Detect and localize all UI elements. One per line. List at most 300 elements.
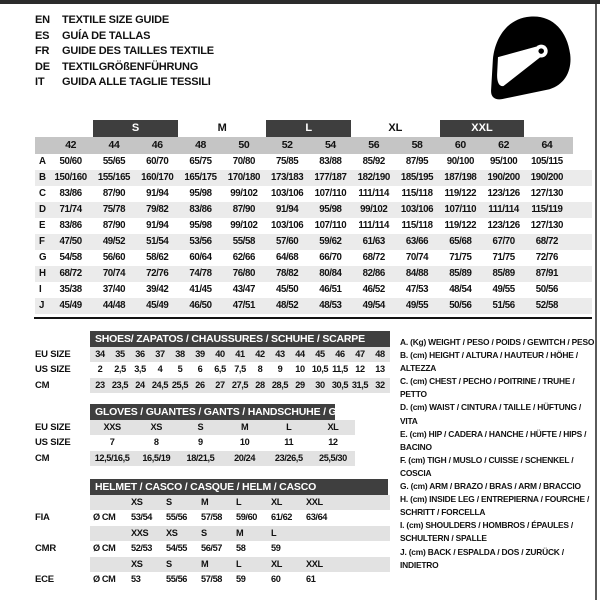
- row-label: B: [39, 172, 46, 183]
- value-cell: 76/80: [232, 268, 255, 279]
- value-cell: 59: [236, 573, 246, 584]
- value-cell: 46/52: [362, 284, 385, 295]
- value-cell: 8: [153, 437, 159, 448]
- unit-spacer: [90, 557, 128, 572]
- language-code: FR: [35, 45, 50, 58]
- value-cell: 127/130: [530, 220, 564, 231]
- legend-item: C. (cm) CHEST / PECHO / POITRINE / TRUHE / PETTO: [400, 376, 575, 400]
- value-cell: XXS: [103, 422, 121, 432]
- value-cell: 64/68: [276, 252, 299, 263]
- value-cell: 45/50: [276, 284, 299, 295]
- value-cell: 25,5/30: [318, 452, 347, 463]
- value-cell: 9: [277, 364, 283, 375]
- legend-item: A. (Kg) WEIGHT / PESO / POIDS / GEWITCH / PESO: [400, 337, 595, 347]
- value-cell: 2,5: [114, 364, 126, 375]
- table-row: [35, 298, 592, 314]
- value-cell: 3,5: [134, 364, 146, 375]
- value-cell: 95/100: [490, 156, 518, 167]
- value-cell: 95/98: [189, 220, 212, 231]
- unit-label: Ø CM: [93, 512, 116, 523]
- value-cell: 24: [135, 379, 145, 390]
- language-title-block: [35, 13, 214, 91]
- value-cell: 48: [375, 349, 385, 359]
- row-values: [90, 420, 355, 435]
- value-cell: 6: [197, 364, 203, 375]
- value-cell: 91/94: [146, 220, 169, 231]
- row-label: I: [39, 284, 42, 295]
- value-cell: 63/66: [405, 236, 429, 247]
- value-cell: 49/54: [362, 300, 385, 311]
- value-cell: 66/70: [319, 252, 342, 263]
- value-cell: 107/110: [314, 188, 347, 199]
- value-cell: 18/21,5: [186, 452, 215, 463]
- value-cell: 28: [255, 379, 265, 390]
- value-cell: 24,5: [151, 379, 169, 390]
- value-cell: 85/92: [362, 156, 385, 167]
- value-cell: 95/98: [319, 204, 342, 215]
- value-cell: 32: [375, 379, 385, 390]
- value-cell: 59: [271, 543, 281, 554]
- value-cell: 37/40: [102, 284, 126, 295]
- value-cell: 65/68: [449, 236, 472, 247]
- value-cell: 9: [198, 437, 203, 448]
- value-cell: 20/24: [234, 452, 256, 463]
- size-labels: [90, 495, 390, 510]
- value-cell: 11: [284, 437, 294, 448]
- value-cell: 26: [195, 379, 205, 390]
- value-cell: XS: [150, 422, 162, 432]
- value-cell: 42: [255, 349, 265, 359]
- value-cell: 54/58: [59, 252, 82, 263]
- value-cell: 99/102: [230, 188, 258, 199]
- table-row: [35, 234, 592, 250]
- legend-item: H. (cm) INSIDE LEG / ENTREPIERNA / FOURCHE / SCHRITT / FORCELLA: [400, 494, 590, 518]
- value-cell: 105/115: [531, 156, 563, 167]
- value-cell: 177/187: [314, 172, 347, 183]
- value-cell: 87/90: [102, 188, 126, 199]
- legend-item: G. (cm) ARM / BRAZO / BRAS / ARM / BRACCIO: [400, 481, 581, 492]
- size-label: 54: [324, 139, 336, 151]
- value-cell: 30,5: [331, 379, 349, 390]
- language-code: ES: [35, 29, 50, 42]
- row-header: CM: [35, 379, 50, 391]
- value-cell: 59/62: [319, 236, 342, 247]
- value-cell: 31,5: [351, 379, 369, 390]
- value-cell: 111/114: [488, 204, 519, 215]
- value-cell: 59/60: [236, 512, 257, 523]
- group-spacer: [35, 120, 92, 137]
- row-label: J: [39, 300, 44, 311]
- size-label: 50: [238, 139, 250, 151]
- value-cell: 54/55: [166, 543, 187, 554]
- value-cell: 44/48: [102, 300, 126, 311]
- value-cell: 187/198: [444, 172, 477, 183]
- size-label: 44: [108, 139, 120, 151]
- legend-item: B. (cm) HEIGHT / ALTURA / HAUTEUR / HÖHE / ALTEZZA: [400, 350, 578, 374]
- size-label: 52: [281, 139, 293, 151]
- table-row: [35, 250, 592, 266]
- size-labels: [90, 526, 390, 541]
- value-cell: 61/63: [362, 236, 385, 247]
- textile-size-table: [35, 120, 592, 314]
- value-cell: 56/57: [201, 543, 222, 554]
- value-cell: 50/56: [449, 300, 472, 311]
- value-cell: 182/190: [357, 172, 390, 183]
- value-cell: 5: [177, 364, 183, 375]
- row-header: [35, 526, 90, 541]
- value-cell: 111/114: [358, 220, 390, 231]
- guide-title: TEXTILE SIZE GUIDE: [62, 14, 170, 26]
- row-header: [35, 557, 90, 572]
- value-cell: 72/76: [146, 268, 169, 279]
- size-label: M: [201, 497, 209, 507]
- size-label: XS: [131, 497, 143, 507]
- value-cell: 49/52: [102, 236, 126, 247]
- textile-table-body: [35, 154, 592, 314]
- unit-spacer: [90, 526, 128, 541]
- textile-size-row: [35, 137, 592, 154]
- row-label: G: [39, 252, 47, 263]
- value-cell: 123/126: [487, 220, 520, 231]
- size-group-row: [35, 120, 592, 137]
- value-cell: 37: [155, 349, 165, 359]
- shoes-title-bar: SHOES/ ZAPATOS / CHAUSSURES / SCHUHE / SCARPE: [90, 331, 390, 347]
- value-cell: 70/74: [102, 268, 126, 279]
- guide-title: TEXTILGRÖßENFÜHRUNG: [62, 60, 199, 73]
- table-row: [35, 218, 592, 234]
- value-cell: 83/88: [319, 156, 342, 167]
- value-cell: 25,5: [171, 379, 189, 390]
- value-cell: 68/72: [535, 236, 559, 247]
- language-row: [35, 13, 214, 29]
- value-cell: 119/122: [444, 188, 477, 199]
- size-label: 46: [151, 139, 163, 151]
- value-cell: 95/98: [189, 188, 212, 199]
- value-cell: 107/110: [444, 204, 477, 215]
- group-l: L: [266, 120, 351, 137]
- value-cell: 56/60: [102, 252, 126, 263]
- value-cell: XL: [327, 422, 339, 432]
- size-label: [303, 526, 338, 541]
- value-cell: 48/53: [319, 300, 342, 311]
- value-cell: 61: [306, 573, 316, 584]
- value-cell: 91/94: [146, 188, 169, 199]
- legend-item: F. (cm) TIGH / MUSLO / CUISSE / SCHENKEL / COSCIA: [400, 454, 574, 478]
- racing-helmet-icon: [479, 12, 574, 109]
- value-cell: 160/170: [141, 172, 174, 183]
- value-cell: 35/38: [59, 284, 82, 295]
- guide-title: GUÍA DE TALLAS: [62, 29, 151, 42]
- value-cell: 53/56: [189, 236, 212, 247]
- legend-item: E. (cm) HIP / CADERA / HANCHE / HÜFTE / HIPS / BACINO: [400, 428, 587, 452]
- value-cell: 53/54: [131, 512, 152, 523]
- value-cell: 82/86: [362, 268, 385, 279]
- row-values: [90, 451, 355, 466]
- value-cell: 12,5/16,5: [94, 452, 130, 463]
- language-row: [35, 44, 214, 60]
- value-cell: 70/74: [405, 252, 429, 263]
- value-cell: 36: [135, 349, 145, 359]
- value-cell: 28,5: [271, 379, 289, 390]
- value-cell: 83/86: [59, 188, 82, 199]
- unit-label: Ø CM: [93, 543, 116, 554]
- section-divider: [34, 317, 592, 319]
- size-label: XS: [166, 527, 178, 538]
- value-cell: 46: [335, 349, 345, 359]
- table-row: [35, 170, 592, 186]
- value-cell: 45/49: [146, 300, 169, 311]
- value-cell: 40: [215, 349, 225, 359]
- value-cell: 10: [295, 364, 305, 375]
- value-cell: 44: [295, 349, 305, 359]
- value-cell: 23,5: [111, 379, 129, 390]
- value-cell: 13: [375, 364, 385, 375]
- value-cell: 111/114: [358, 188, 390, 199]
- language-code: DE: [35, 60, 50, 73]
- value-cell: 57/58: [201, 573, 222, 584]
- legend-item: J. (cm) BACK / ESPALDA / DOS / ZURÜCK / INDIETRO: [400, 546, 564, 570]
- value-cell: 87/95: [405, 156, 429, 167]
- value-cell: 68/72: [362, 252, 385, 263]
- row-label: F: [39, 236, 45, 247]
- row-header: EU SIZE: [35, 422, 71, 433]
- value-cell: 51/56: [492, 300, 515, 311]
- value-cell: M: [240, 422, 249, 432]
- value-cell: 52/58: [535, 300, 559, 311]
- value-cell: 115/118: [401, 188, 433, 199]
- value-cell: 50/56: [535, 284, 559, 295]
- size-labels: [90, 557, 390, 572]
- value-cell: 70/80: [232, 156, 255, 167]
- value-cell: 11,5: [332, 364, 348, 375]
- value-cell: 49/55: [405, 300, 429, 311]
- value-cell: 55/56: [166, 573, 187, 584]
- value-cell: 80/84: [319, 268, 342, 279]
- value-cell: 39: [195, 349, 205, 359]
- size-label: 58: [411, 139, 423, 151]
- value-cell: 48/52: [276, 300, 299, 311]
- value-cell: 45: [315, 349, 325, 359]
- size-label: XL: [271, 558, 282, 569]
- value-cell: 150/160: [54, 172, 87, 183]
- value-cell: 68/72: [59, 268, 82, 279]
- value-cell: 85/89: [449, 268, 472, 279]
- row-label: A: [39, 156, 46, 167]
- size-label: XXL: [306, 558, 323, 569]
- value-cell: S: [197, 422, 204, 432]
- value-cell: 119/122: [444, 220, 477, 231]
- group-m: M: [217, 122, 227, 134]
- value-cell: 79/82: [146, 204, 169, 215]
- value-cell: 47/53: [405, 284, 429, 295]
- value-cell: 71/75: [449, 252, 472, 263]
- value-cell: 53: [131, 573, 141, 584]
- row-values: [90, 435, 355, 450]
- value-cell: 7,5: [234, 364, 246, 375]
- row-header: CMR: [35, 543, 57, 555]
- value-cell: 103/106: [400, 204, 434, 215]
- value-cell: 87/91: [535, 268, 559, 279]
- table-row: [35, 266, 592, 282]
- row-header: EU SIZE: [35, 349, 71, 360]
- group-xxl: XXL: [440, 120, 525, 137]
- value-cell: 23: [95, 379, 105, 390]
- size-label: S: [166, 497, 172, 507]
- value-cell: 115/119: [531, 204, 563, 215]
- row-header: [35, 495, 90, 510]
- legend-item: D. (cm) WAIST / CINTURA / TAILLE / HÜFTUNG / VITA: [400, 402, 582, 426]
- value-cell: 61/62: [271, 512, 292, 523]
- table-row: [35, 186, 592, 202]
- value-cell: 99/102: [230, 220, 258, 231]
- value-cell: 71/75: [492, 252, 515, 263]
- unit-spacer: [90, 495, 128, 510]
- group-xl: XL: [388, 122, 403, 134]
- value-cell: 74/78: [189, 268, 212, 279]
- legend-item: I. (cm) SHOULDERS / HOMBROS / ÉPAULES / SCHULTERN / SPALLE: [400, 520, 574, 544]
- value-cell: 71/74: [59, 204, 82, 215]
- value-cell: 50/60: [59, 156, 82, 167]
- value-cell: 87/90: [102, 220, 126, 231]
- corner-cell: [35, 137, 49, 154]
- value-cell: 58/62: [146, 252, 169, 263]
- value-cell: 123/126: [487, 188, 520, 199]
- value-cell: 155/165: [97, 172, 131, 183]
- size-label: XXS: [131, 527, 149, 538]
- language-row: [35, 60, 214, 76]
- value-cell: 43/47: [232, 284, 255, 295]
- row-values: [90, 541, 390, 556]
- value-cell: 75/78: [102, 204, 126, 215]
- size-label: S: [166, 558, 172, 569]
- value-cell: L: [286, 422, 292, 432]
- gloves-title-bar: GLOVES / GUANTES / GANTS / HANDSCHUHE / GUANTI: [90, 404, 335, 420]
- value-cell: 67/70: [492, 236, 515, 247]
- row-values: [90, 572, 390, 587]
- language-row: [35, 75, 214, 91]
- value-cell: 2: [97, 364, 103, 375]
- size-label: S: [201, 527, 207, 538]
- value-cell: 103/106: [271, 188, 304, 199]
- row-values: [90, 510, 390, 525]
- table-row: [35, 202, 592, 218]
- top-border-bar: [0, 0, 600, 4]
- value-cell: 35: [115, 349, 125, 359]
- value-cell: 55/65: [102, 156, 126, 167]
- size-label: 48: [195, 139, 206, 151]
- row-values: [90, 347, 390, 362]
- value-cell: 115/118: [401, 220, 433, 231]
- value-cell: 84/88: [405, 268, 429, 279]
- value-cell: 34: [95, 349, 105, 359]
- size-label: L: [236, 497, 242, 507]
- value-cell: 165/175: [184, 172, 217, 183]
- value-cell: 107/110: [314, 220, 347, 231]
- value-cell: 48/54: [449, 284, 472, 295]
- value-cell: 62/66: [232, 252, 255, 263]
- size-label: 60: [454, 139, 466, 151]
- guide-title: GUIDE DES TAILLES TEXTILE: [62, 45, 214, 58]
- row-values: [90, 378, 390, 393]
- value-cell: 55/58: [232, 236, 255, 247]
- value-cell: 6,5: [214, 364, 226, 375]
- value-cell: 185/195: [400, 172, 434, 183]
- value-cell: 173/183: [271, 172, 304, 183]
- size-label: 42: [65, 139, 77, 151]
- value-cell: 30: [315, 379, 325, 390]
- language-row: [35, 29, 214, 45]
- size-label: M: [201, 558, 209, 569]
- value-cell: 45/49: [59, 300, 82, 311]
- size-label: L: [236, 558, 242, 569]
- value-cell: 39/42: [146, 284, 169, 295]
- value-cell: 12: [328, 437, 338, 448]
- value-cell: 8: [257, 364, 263, 375]
- value-cell: 10: [239, 437, 250, 448]
- language-code: EN: [35, 14, 50, 26]
- row-label: H: [39, 268, 46, 279]
- size-label: 64: [541, 139, 553, 151]
- value-cell: 57/60: [276, 236, 299, 247]
- value-cell: 47/51: [232, 300, 255, 311]
- size-label: M: [236, 527, 244, 538]
- value-cell: 49/55: [492, 284, 515, 295]
- value-cell: 27: [215, 379, 225, 390]
- size-label: L: [271, 527, 277, 538]
- group-s: S: [93, 120, 178, 137]
- value-cell: 16,5/19: [142, 452, 171, 463]
- row-header: FIA: [35, 512, 50, 524]
- value-cell: 29: [295, 379, 305, 390]
- row-values: [90, 362, 390, 377]
- row-label: D: [39, 204, 46, 215]
- value-cell: 103/106: [271, 220, 304, 231]
- value-cell: 23/26,5: [274, 452, 303, 463]
- value-cell: 27,5: [231, 379, 249, 390]
- row-header: US SIZE: [35, 364, 71, 376]
- value-cell: 46/51: [319, 284, 342, 295]
- value-cell: 41: [235, 349, 245, 359]
- value-cell: 83/86: [59, 220, 82, 231]
- value-cell: 52/53: [131, 543, 152, 554]
- value-cell: 55/56: [166, 512, 187, 523]
- size-label: XL: [271, 497, 282, 507]
- size-label: XXL: [306, 497, 323, 507]
- row-header: ECE: [35, 573, 54, 585]
- row-header: US SIZE: [35, 437, 71, 449]
- size-label: 62: [498, 139, 510, 151]
- value-cell: 190/200: [487, 172, 520, 183]
- value-cell: 46/50: [189, 300, 212, 311]
- table-row: [35, 282, 592, 298]
- size-label: XS: [131, 558, 143, 569]
- value-cell: 85/89: [492, 268, 515, 279]
- value-cell: 47/50: [59, 236, 82, 247]
- row-header: CM: [35, 452, 50, 464]
- value-cell: 41/45: [189, 284, 212, 295]
- value-cell: 170/180: [227, 172, 260, 183]
- value-cell: 38: [175, 349, 185, 359]
- value-cell: 190/200: [530, 172, 564, 183]
- value-cell: 57/58: [201, 512, 222, 523]
- row-label: E: [39, 220, 46, 231]
- value-cell: 7: [109, 437, 115, 448]
- value-cell: 75/85: [276, 156, 299, 167]
- value-cell: 87/90: [232, 204, 255, 215]
- value-cell: 60: [271, 573, 281, 584]
- guide-title: GUIDA ALLE TAGLIE TESSILI: [62, 76, 211, 89]
- value-cell: 91/94: [276, 204, 299, 215]
